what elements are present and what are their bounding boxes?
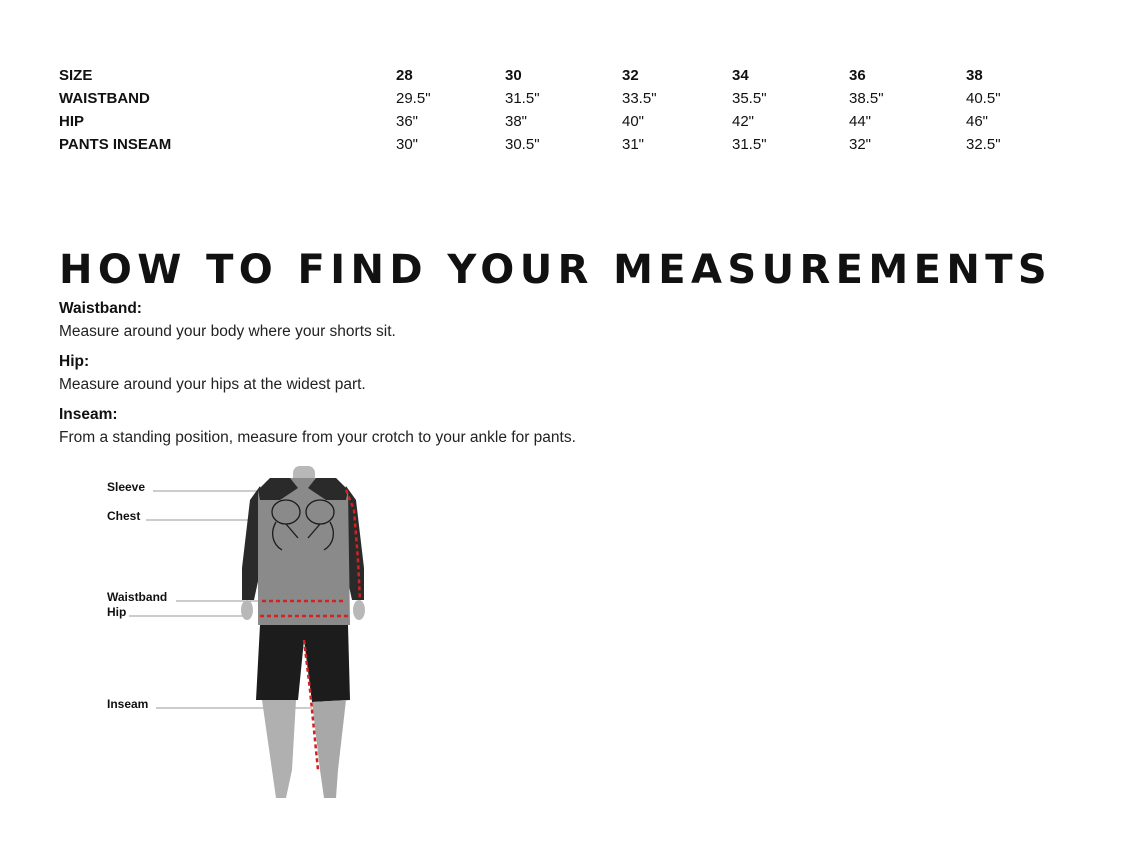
instruction-title: Inseam:: [59, 406, 118, 423]
instruction-waistband: [59, 299, 859, 342]
size-header-cell: 34: [732, 67, 749, 84]
table-cell: 32": [849, 136, 872, 153]
jersey-body: [258, 478, 350, 625]
right-hand: [353, 600, 365, 620]
chest-label: Chest: [107, 509, 141, 523]
size-header-cell: 28: [396, 67, 413, 84]
table-row: [59, 89, 1099, 112]
instruction-text: Measure around your hips at the widest part.: [59, 376, 366, 393]
row-label: PANTS INSEAM: [59, 136, 172, 153]
instruction-text: From a standing position, measure from your crotch to your ankle for pants.: [59, 429, 576, 446]
mannequin-illustration: [100, 460, 400, 810]
table-row: [59, 112, 1099, 135]
size-header-cell: 38: [966, 67, 983, 84]
size-header-cell: 32: [622, 67, 639, 84]
hip-label: Hip: [107, 605, 127, 619]
sleeve-label: Sleeve: [107, 480, 146, 494]
table-cell: 36": [396, 113, 419, 130]
table-cell: 38": [505, 113, 528, 130]
row-label: WAISTBAND: [59, 90, 150, 107]
table-cell: 42": [732, 113, 755, 130]
table-cell: 32.5": [966, 136, 1001, 153]
size-header-cell: 30: [505, 67, 522, 84]
waistband-label: Waistband: [107, 590, 168, 604]
instruction-text: Measure around your body where your shorts sit.: [59, 323, 396, 340]
table-cell: 31": [622, 136, 645, 153]
table-cell: 40.5": [966, 90, 1001, 107]
table-row: [59, 135, 1099, 158]
table-cell: 31.5": [505, 90, 540, 107]
table-cell: 30.5": [505, 136, 540, 153]
table-cell: 35.5": [732, 90, 767, 107]
instruction-title: Waistband:: [59, 300, 142, 317]
table-cell: 40": [622, 113, 645, 130]
table-cell: 30": [396, 136, 419, 153]
instruction-hip: [59, 352, 859, 395]
table-cell: 44": [849, 113, 872, 130]
inseam-label: Inseam: [107, 697, 149, 711]
table-cell: 46": [966, 113, 989, 130]
size-table-header-row: [59, 66, 1099, 89]
instruction-title: Hip:: [59, 353, 90, 370]
size-header-cell: 36: [849, 67, 866, 84]
table-cell: 29.5": [396, 90, 431, 107]
measurement-figure: [100, 460, 400, 810]
table-cell: 38.5": [849, 90, 884, 107]
left-hand: [241, 600, 253, 620]
size-header-label: SIZE: [59, 67, 93, 84]
size-table: [59, 66, 1099, 158]
table-cell: 33.5": [622, 90, 657, 107]
shorts: [256, 625, 350, 702]
row-label: HIP: [59, 113, 85, 130]
right-leg: [312, 700, 346, 798]
table-cell: 31.5": [732, 136, 767, 153]
instruction-inseam: [59, 405, 859, 448]
left-leg: [262, 700, 296, 798]
page-title: HOW TO FIND YOUR MEASUREMENTS: [59, 247, 1053, 293]
